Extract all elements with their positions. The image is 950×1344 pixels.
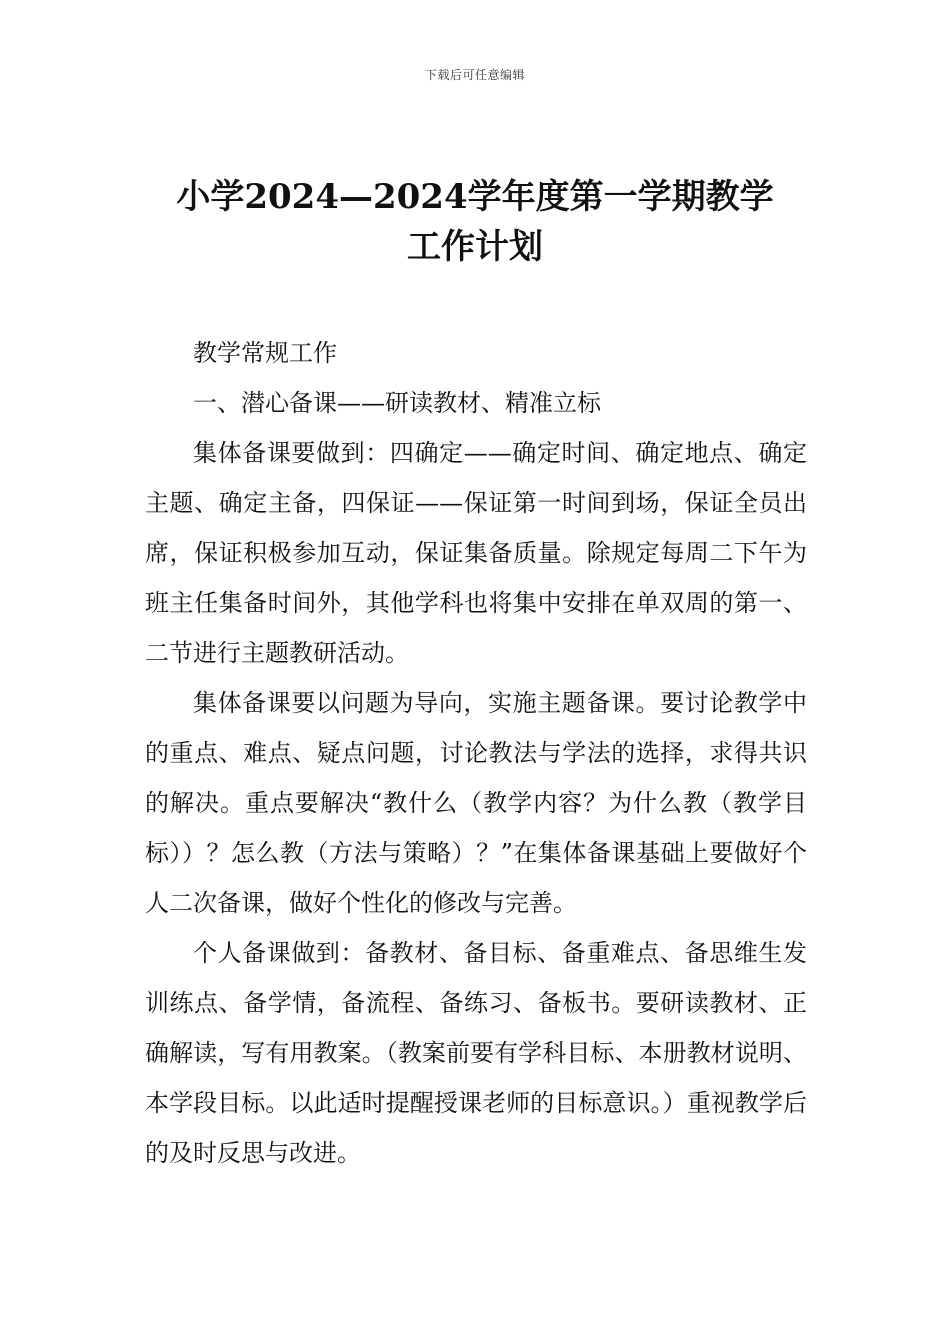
title-line-1: 小学2024—2024学年度第一学期教学 [176,177,774,217]
subsection-heading: 一、潜心备课——研读教材、精准立标 [193,389,601,417]
paragraph: 集体备课要做到：四确定——确定时间、确定地点、确定主题、确定主备，四保证——保证第一时间到场，保证全员出席，保证积极参加互动，保证集备质量。除规定每周二下午为班主任集备时间外，其他学科也将集中安排在单双周的第一、二节进行主题教研活动。 [145,439,807,667]
document-body [145,328,807,1178]
section-heading: 教学常规工作 [193,339,337,367]
title-line-2: 工作计划 [407,227,543,267]
paragraph: 个人备课做到：备教材、备目标、备重难点、备思维生发训练点、备学情，备流程、备练习、备板书。要研读教材、正确解读，写有用教案。（教案前要有学科目标、本册教材说明、本学段目标。以此适时提醒授课老师的目标意识。）重视教学后的及时反思与改进。 [145,939,807,1167]
paragraph: 集体备课要以问题为导向，实施主题备课。要讨论教学中的重点、难点、疑点问题，讨论教法与学法的选择，求得共识的解决。重点要解决“教什么（教学内容？为什么教（教学目标））？怎么教（方法与策略）？”在集体备课基础上要做好个人二次备课，做好个性化的修改与完善。 [145,689,807,917]
document-title [100,172,850,272]
header-note: 下载后可任意编辑 [424,68,525,82]
